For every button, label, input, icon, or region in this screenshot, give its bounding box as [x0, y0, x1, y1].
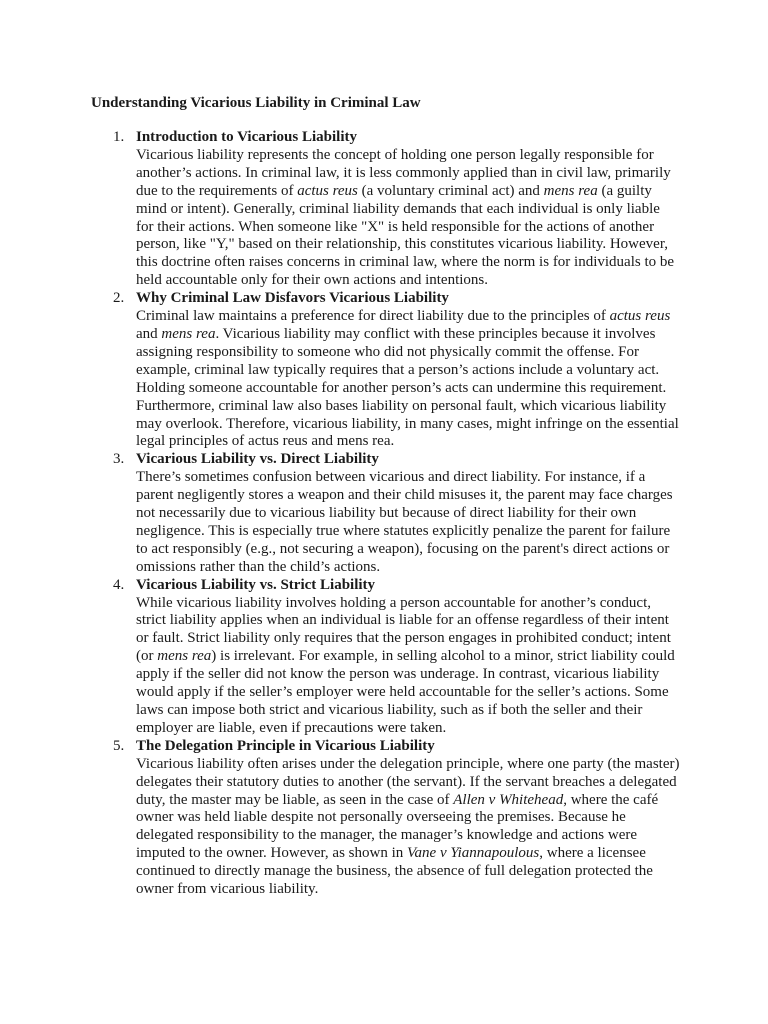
italic-term: mens rea [543, 182, 598, 199]
list-item [0, 738, 681, 899]
italic-term: Allen v Whitehead [453, 791, 564, 808]
section-heading: Vicarious Liability vs. Direct Liability [136, 451, 379, 468]
section-heading: Introduction to Vicarious Liability [136, 129, 358, 145]
list-item [0, 451, 681, 576]
section-body [136, 595, 681, 738]
section-heading: Vicarious Liability vs. Strict Liability [136, 576, 376, 593]
italic-term: actus reus [297, 182, 358, 199]
body-text: Criminal law maintains a preference for direct liability due to the principles of [136, 308, 610, 325]
body-text: (a guilty mind or intent). Generally, criminal liability demands that each individual is only liable for their actions. When someone like "X" is held responsible for the actions of another person, like "Y," based on their relationship, this constitutes vicarious liability. However, this doctrine often raises concerns in criminal law, where the norm is for individuals to be held accountable only for their own actions and intentions. [136, 182, 675, 289]
body-text: . Vicarious liability may conflict with these principles because it involves assigning responsibility to someone who did not physically commit the offense. For example, criminal law typically requires that a person’s actions include a voluntary act. Holding someone accountable for another person’s acts can undermine this requirement. Furthermore, criminal law also bases liability on personal fault, which vicarious liability may overlook. Therefore, vicarious liability, in many cases, might infringe on the essential legal principles of actus reus and mens rea. [136, 325, 679, 450]
italic-term: mens rea [161, 325, 216, 342]
body-text: While vicarious liability involves holding a person accountable for another’s conduct, strict liability applies when an individual is liable for an offense regardless of their intent or fault. Strict liability only requires that the person engages in prohibited conduct; intent (or [136, 594, 671, 665]
body-text: , where a licensee continued to directly manage the business, the absence of full delegation protected the owner from vicarious liability. [136, 845, 653, 898]
italic-term: mens rea [157, 648, 212, 665]
body-text: and [136, 325, 162, 342]
list-item [0, 577, 681, 738]
section-heading: Why Criminal Law Disfavors Vicarious Liability [136, 290, 449, 307]
body-text: Vicarious liability represents the concept of holding one person legally responsible for another’s actions. In criminal law, it is less commonly applied than in civil law, primarily due to the requirements of [136, 146, 671, 199]
section-number: 4. [113, 576, 125, 593]
section-number: 1. [113, 129, 125, 145]
list-item [0, 290, 681, 451]
section-body [136, 469, 681, 576]
document-title: Understanding Vicarious Liability in Criminal Law [91, 95, 421, 111]
section-number: 3. [113, 451, 125, 468]
section-number: 2. [113, 290, 125, 307]
section-heading: The Delegation Principle in Vicarious Liability [136, 737, 435, 754]
section-body [136, 756, 681, 899]
italic-term: actus reus [609, 308, 671, 325]
section-body [136, 308, 681, 451]
body-text: (a voluntary criminal act) and [357, 182, 544, 199]
section-list [0, 129, 768, 899]
body-text: ) is irrelevant. For example, in selling alcohol to a minor, strict liability could apply if the seller did not know the person was underage. In contrast, vicarious liability would apply if the seller’s employer were held accountable for the seller’s actions. Some laws can impose both strict and vicarious liability, such as if both the seller and their employer are liable, even if precautions were taken. [136, 648, 675, 736]
section-number: 5. [113, 737, 125, 754]
body-text: , where the café owner was held liable despite not personally overseeing the premises. Because he delegated responsibility to the manager, the manager’s knowledge and actions were imputed to the owner. However, as shown in [136, 791, 659, 862]
body-text: There’s sometimes confusion between vicarious and direct liability. For instance, if a parent negligently stores a weapon and their child misuses it, the parent may face charges not necessarily due to vicarious liability but because of direct liability for their own negligence. This is especially true where statutes explicitly penalize the parent for failure to act responsibly (e.g., not securing a weapon), focusing on the parent's direct actions or omissions rather than the child’s actions. [136, 469, 673, 575]
list-item [0, 129, 681, 290]
italic-term: Vane v Yiannapoulous [407, 845, 540, 862]
body-text: Vicarious liability often arises under the delegation principle, where one party (the master) delegates their statutory duties to another (the servant). If the servant breaches a delegated duty, the master may be liable, as seen in the case of [136, 755, 680, 808]
section-body [136, 147, 681, 290]
